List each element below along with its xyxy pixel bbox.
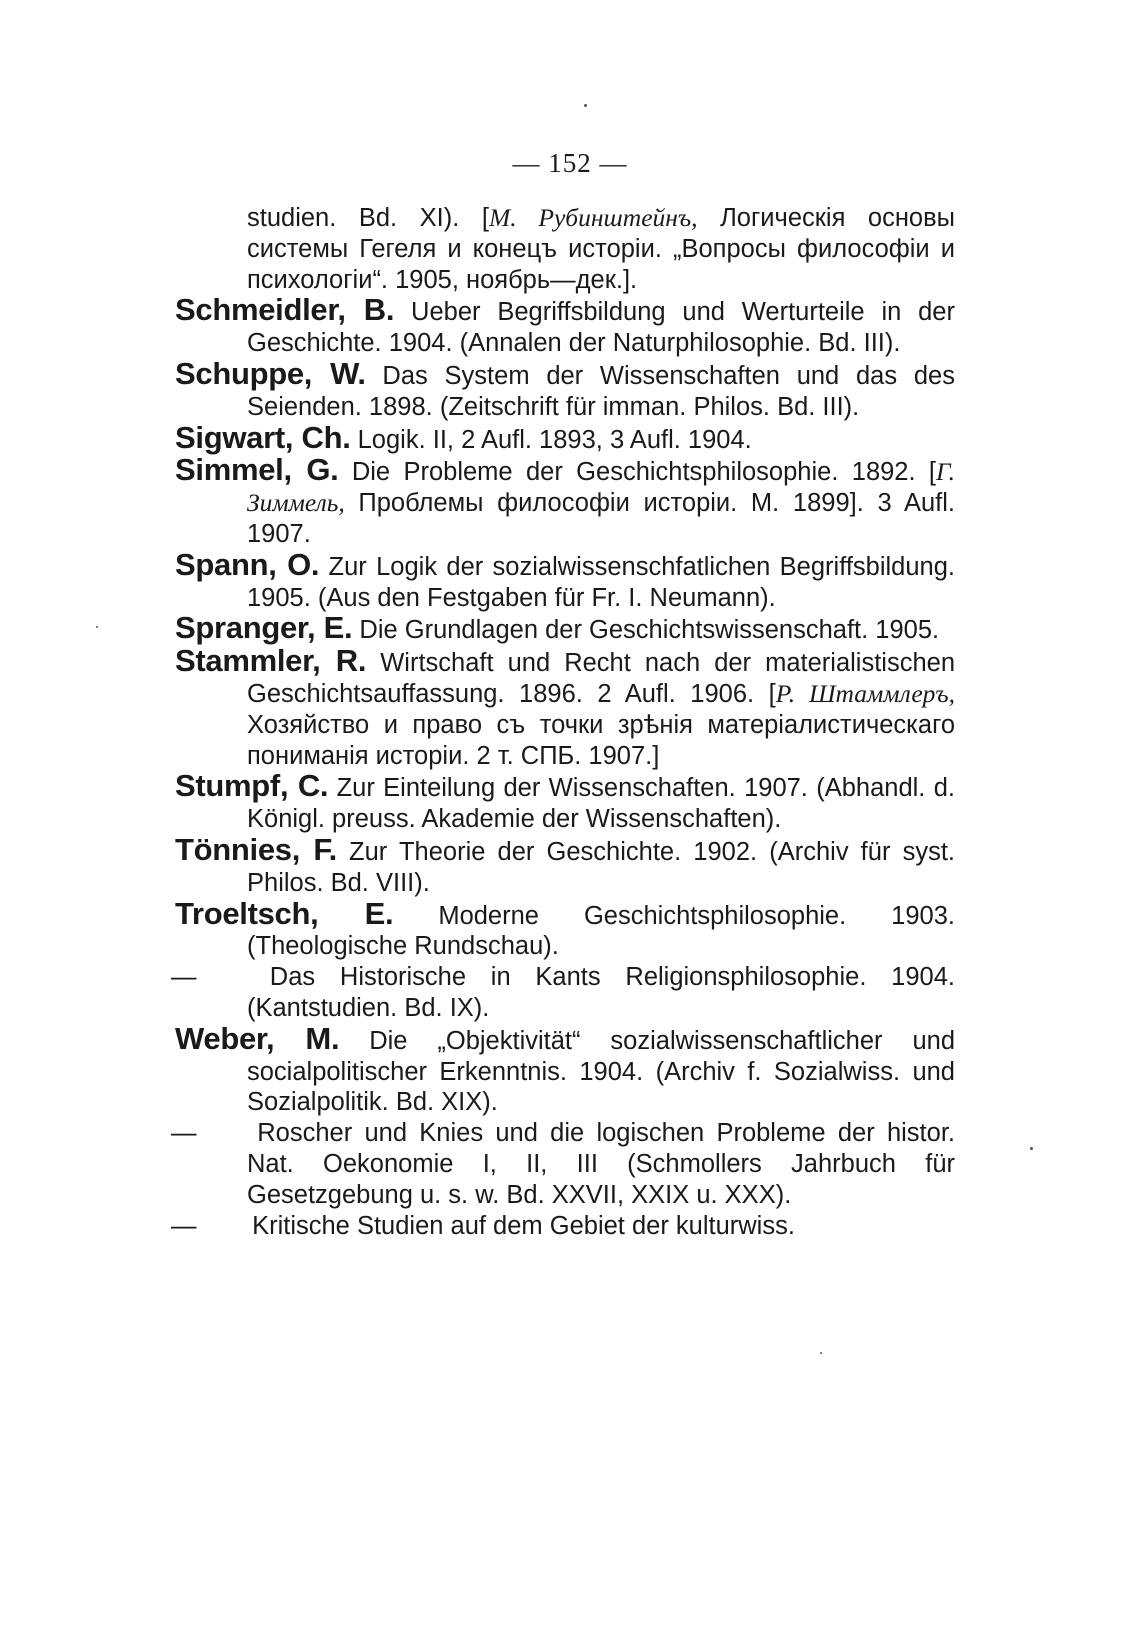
entry-text: Zur Einteilung der Wissenschaften. 1907. (Abhandl. d. Königl. preuss. Akademie der Wissenschaften). bbox=[247, 774, 955, 834]
scan-speck bbox=[96, 626, 98, 628]
entry-text: Roscher und Knies und die logischen Probleme der histor. Nat. Oekonomie I, II, III (Schmollers Jahrbuch für Gesetzgebung u. s. w. Bd. XXVII, XXIX u. XXX). bbox=[245, 1119, 955, 1209]
bibliography-entry-sigwart bbox=[175, 419, 955, 456]
entry-text: Moderne Geschichtsphilosophie. 1903. (Theologische Rundschau). bbox=[247, 901, 955, 961]
author-name: Stumpf, C. bbox=[175, 768, 329, 804]
russian-translation-author: Г. Зиммель, bbox=[247, 457, 955, 518]
bibliography-entry-troeltsch bbox=[175, 895, 955, 963]
russian-translation-author: Р. Штаммлеръ, bbox=[775, 678, 955, 708]
entry-text: Die „Objektivität“ sozialwissenschaftlicher und socialpolitischer Erkenntnis. 1904. (Archiv f. Sozialwiss. und Sozialpolitik. Bd. XIX). bbox=[247, 1026, 955, 1117]
bibliography-entry-cont bbox=[175, 203, 955, 295]
ditto-dash: — bbox=[171, 1119, 197, 1148]
bibliography-entry-weber bbox=[175, 1020, 955, 1118]
entry-text: Хозяйство и право съ точки зрѣнія матеріалистическаго пониманія исторіи. 2 т. СПБ. 1907.] bbox=[247, 710, 955, 770]
entry-text: Wirtschaft und Recht nach der materialistischen Geschichtsauffassung. 1896. 2 Aufl. 1906. [ bbox=[247, 649, 955, 708]
entry-text: Zur Theorie der Geschichte. 1902. (Archiv für syst. Philos. Bd. VIII). bbox=[247, 837, 955, 897]
entry-text: Das Historische in Kants Religionsphilosophie. 1904. (Kantstudien. Bd. IX). bbox=[245, 963, 955, 1022]
author-name: Tönnies, F. bbox=[175, 831, 337, 867]
scan-speck bbox=[820, 1352, 822, 1354]
bibliography-entry-toennies bbox=[175, 831, 955, 899]
author-name: Stammler, R. bbox=[175, 643, 367, 679]
scan-speck bbox=[584, 104, 587, 107]
entry-text: Das System der Wissenschaften und das des Seienden. 1898. (Zeitschrift für imman. Philos. Bd. III). bbox=[247, 361, 955, 421]
page-number: — 152 — bbox=[512, 148, 628, 178]
bibliography-entry-stammler bbox=[175, 643, 955, 771]
entry-text: studien. Bd. XI). [ bbox=[247, 204, 489, 232]
entry-text: Die Grundlagen der Geschichtswissenschaft. 1905. bbox=[352, 616, 940, 645]
entry-text: Проблемы философіи исторіи. М. 1899]. 3 Aufl. 1907. bbox=[247, 489, 955, 548]
bibliography-entry-spranger bbox=[175, 610, 955, 646]
entry-text: Zur Logik der sozialwissenschfatlichen Begriffsbildung. 1905. (Aus den Festgaben für Fr. I. Neumann). bbox=[247, 552, 955, 612]
bibliography-entry-stumpf bbox=[175, 768, 955, 835]
author-name: Schuppe, W. bbox=[175, 355, 366, 391]
bibliography-entry-weber-3 bbox=[171, 1211, 955, 1242]
ditto-dash: — bbox=[171, 1211, 197, 1240]
entry-text: Ueber Begriffsbildung und Werturteile in der Geschichte. 1904. (Annalen der Naturphilosophie. Bd. III). bbox=[247, 298, 955, 358]
author-name: Schmeidler, B. bbox=[175, 292, 395, 328]
bibliography-entry-schuppe bbox=[175, 355, 955, 423]
author-name: Troeltsch, E. bbox=[175, 895, 394, 931]
scan-speck bbox=[1030, 1147, 1033, 1150]
entry-text: Die Probleme der Geschichtsphilosophie. 1892. [ bbox=[338, 458, 937, 487]
author-name: Sigwart, Ch. bbox=[175, 419, 351, 455]
bibliography-entry-weber-2 bbox=[171, 1118, 955, 1210]
bibliography-entry-schmeidler bbox=[175, 292, 955, 359]
entry-text: Логическія основы системы Гегеля и конецъ исторіи. „Вопросы философіи и психологіи“. 1905, ноябрь—дек.]. bbox=[247, 204, 955, 294]
bibliography-entry-troeltsch-2 bbox=[171, 962, 955, 1024]
author-name: Spranger, E. bbox=[175, 610, 353, 646]
bibliography-entry-simmel bbox=[175, 452, 955, 549]
author-name: Weber, M. bbox=[175, 1020, 340, 1056]
entry-text: Kritische Studien auf dem Gebiet der kulturwiss. bbox=[245, 1211, 795, 1240]
author-name: Spann, O. bbox=[175, 546, 320, 582]
bibliography-text bbox=[171, 203, 955, 1241]
ditto-dash: — bbox=[171, 963, 197, 992]
bibliography-entry-spann bbox=[175, 546, 955, 614]
russian-translation-author: М. Рубинштейнъ, bbox=[488, 203, 698, 232]
entry-text: Logik. II, 2 Aufl. 1893, 3 Aufl. 1904. bbox=[350, 425, 752, 454]
author-name: Simmel, G. bbox=[175, 452, 339, 488]
